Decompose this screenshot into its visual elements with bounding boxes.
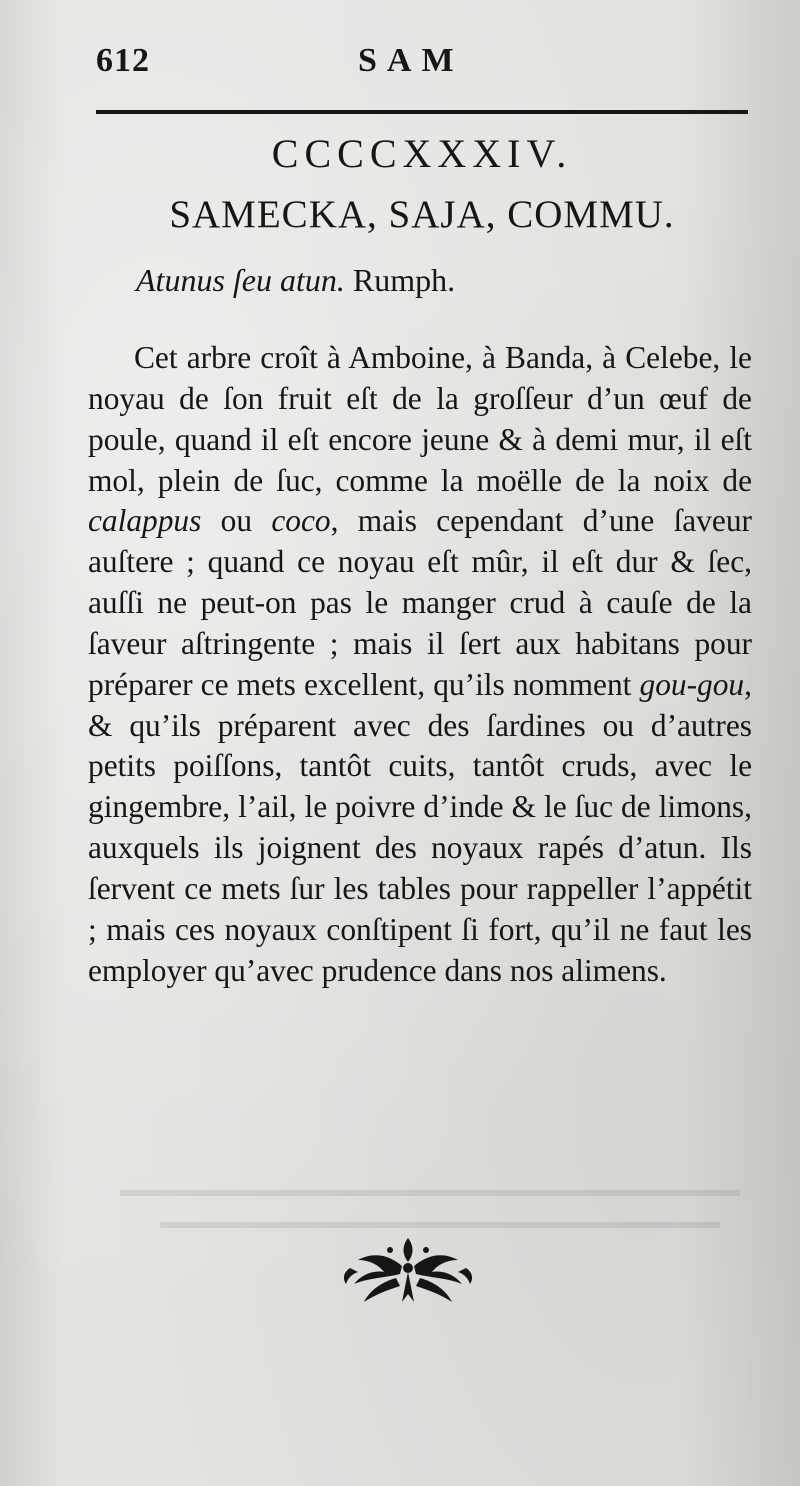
entry-number: CCCCXXXIV. bbox=[271, 131, 573, 176]
body-text-segment: , & qu’ils préparent avec des ſardines ou d’autres petits poiſſons, tantôt cuits, tantôt cruds, avec le gingembre, l’ail, le poivre d’inde & le ſuc de limons, auxquels ils joignent des noyaux rapés d’atun. Ils ſervent ce mets ſur les tables pour rappeller l’appétit ; mais ces noyaux conſtipent ſi fort, qu’il ne faut les employer qu’avec prudence dans nos alimens. bbox=[88, 666, 752, 988]
floral-tailpiece-icon bbox=[338, 1232, 478, 1308]
body-text-segment: Cet arbre croît à Amboine, à Banda, à Celebe, le noyau de ſon fruit eſt de la groſſeur d’un œuf de poule, quand il eſt encore jeune & à demi mur, il eſt mol, plein de ſuc, comme la moëlle de la noix de bbox=[88, 340, 752, 498]
body-text-segment: ou bbox=[201, 503, 272, 539]
synonym-latin-name: Atunus ſeu atun. bbox=[136, 262, 345, 298]
italic-term-gou-gou: gou-gou bbox=[639, 666, 745, 702]
header-rule bbox=[96, 110, 748, 114]
entry-title: SAMECKA, SAJA, COMMU. bbox=[169, 193, 675, 236]
italic-term-calappus: calappus bbox=[88, 503, 202, 539]
page-number: 612 bbox=[96, 42, 150, 79]
body-text-segment: , mais cependant d’une ſaveur auſtere ; quand ce noyau eſt mûr, il eſt dur & ſec, auſſi ne peut-on pas le manger crud à cauſe de la ſaveur aſtringente ; mais il ſert aux habitans pour préparer ce mets excellent, qu’ils nomment bbox=[88, 503, 752, 702]
running-title: SAM bbox=[358, 42, 464, 79]
synonym-line bbox=[136, 262, 455, 299]
running-head bbox=[96, 42, 748, 92]
synonym-author: Rumph. bbox=[352, 262, 456, 298]
body-paragraph bbox=[88, 338, 752, 992]
italic-term-coco: coco bbox=[271, 503, 331, 539]
